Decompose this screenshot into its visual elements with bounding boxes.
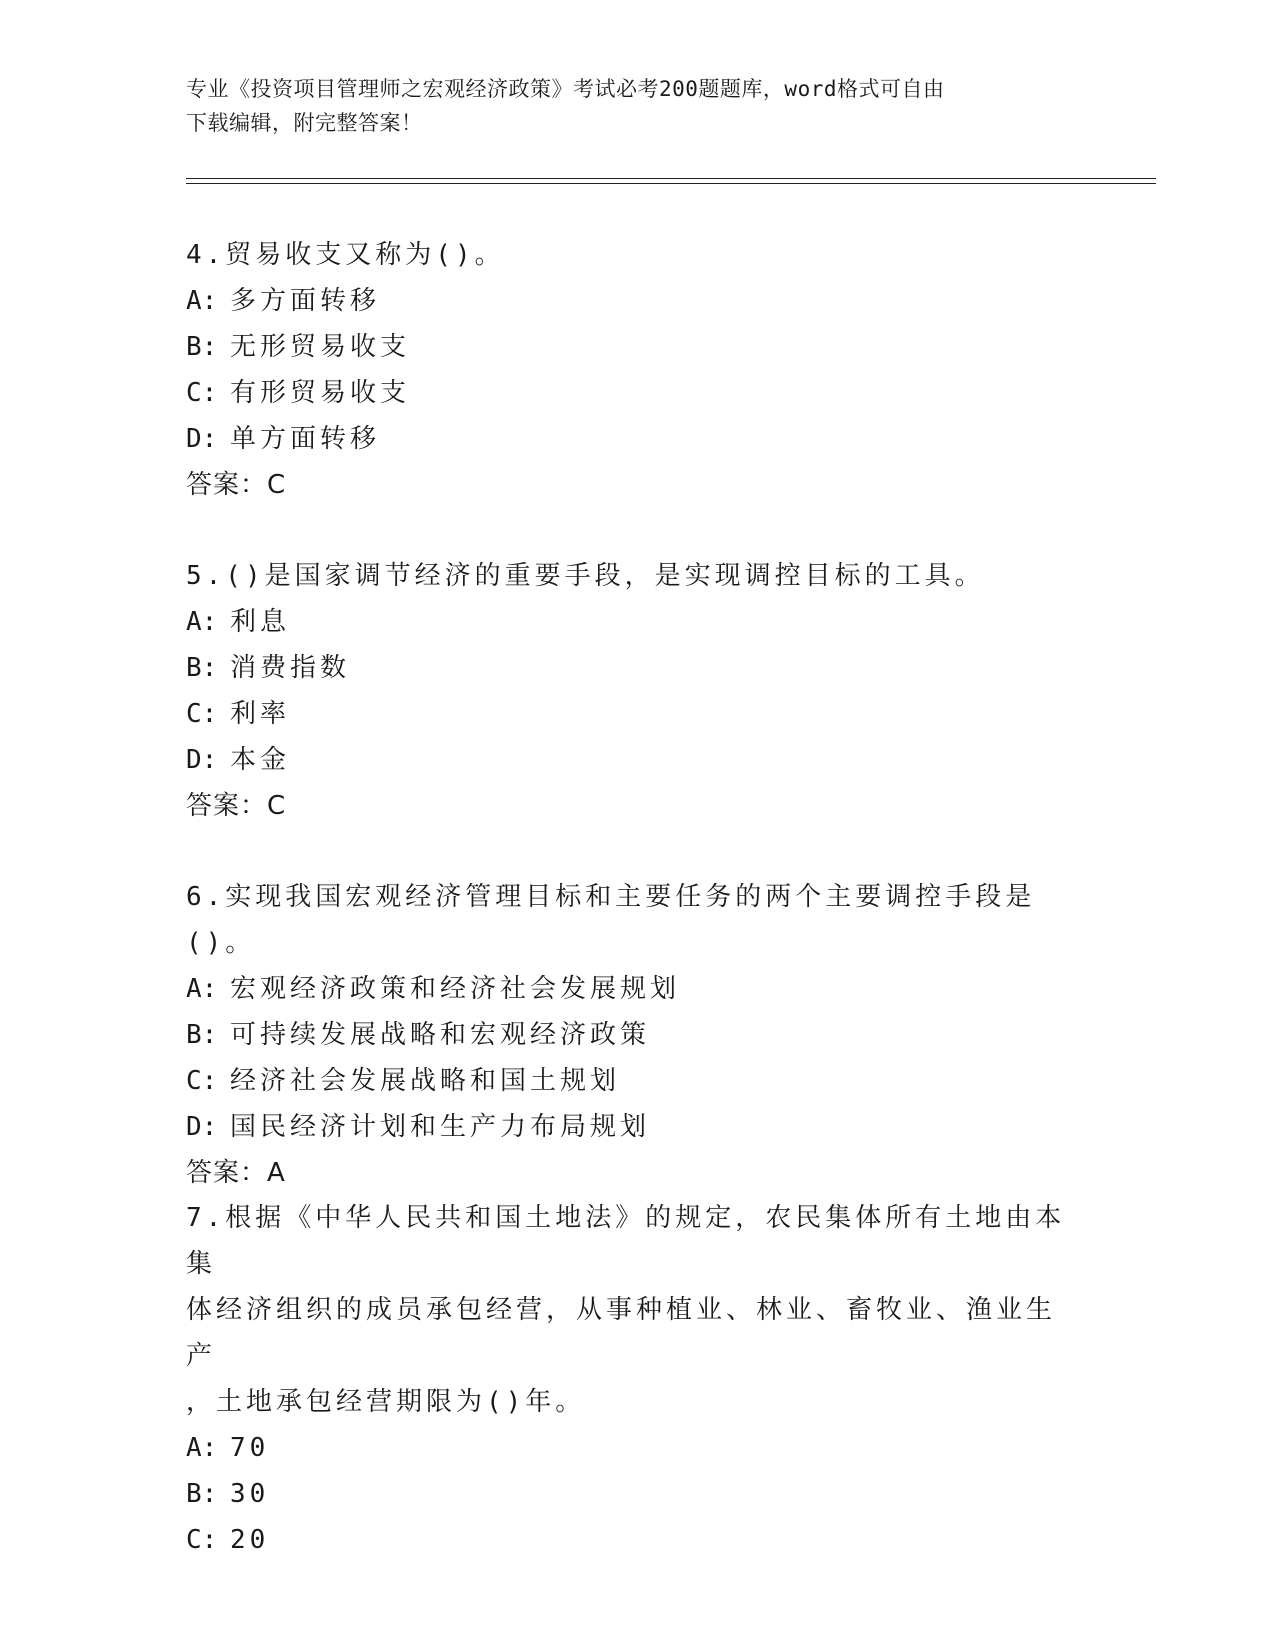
- option-c: [186, 1517, 1066, 1563]
- option-letter: C:: [186, 1066, 218, 1096]
- option-text: 30: [230, 1479, 270, 1509]
- option-b: [186, 324, 1066, 370]
- option-text: 有形贸易收支: [230, 378, 411, 408]
- option-b: [186, 645, 1066, 691]
- option-letter: B:: [186, 332, 218, 362]
- header-line-1: 专业《投资项目管理师之宏观经济政策》考试必考200题题库，word格式可自由: [186, 77, 945, 101]
- option-c: [186, 370, 1066, 416]
- option-text: 利率: [230, 699, 291, 729]
- option-letter: C:: [186, 699, 218, 729]
- question-5: [186, 553, 1066, 829]
- option-c: [186, 1058, 1066, 1104]
- option-letter: D:: [186, 424, 218, 454]
- option-d: [186, 737, 1066, 783]
- option-text: 多方面转移: [230, 286, 381, 316]
- option-text: 国民经济计划和生产力布局规划: [230, 1112, 651, 1142]
- option-letter: A:: [186, 1433, 218, 1463]
- option-a: [186, 278, 1066, 324]
- option-a: [186, 1425, 1066, 1471]
- option-text: 经济社会发展战略和国土规划: [230, 1066, 621, 1096]
- question-4: [186, 232, 1066, 508]
- option-a: [186, 599, 1066, 645]
- option-text: 本金: [230, 745, 291, 775]
- question-stem: 4.贸易收支又称为()。: [186, 240, 505, 270]
- option-text: 消费指数: [230, 653, 351, 683]
- option-letter: B:: [186, 1479, 218, 1509]
- question-6: [186, 874, 1066, 1196]
- option-letter: A:: [186, 974, 218, 1004]
- answer-line: 答案：C: [186, 791, 287, 821]
- option-b: [186, 1012, 1066, 1058]
- answer-line: 答案：A: [186, 1158, 286, 1188]
- question-stem-line-3: ，土地承包经营期限为()年。: [186, 1387, 586, 1417]
- option-d: [186, 416, 1066, 462]
- option-letter: A:: [186, 286, 218, 316]
- question-stem: 6.实现我国宏观经济管理目标和主要任务的两个主要调控手段是()。: [186, 882, 1036, 958]
- option-letter: B:: [186, 653, 218, 683]
- header-divider-bottom: [186, 183, 1156, 184]
- question-stem: 5.()是国家调节经济的重要手段，是实现调控目标的工具。: [186, 561, 985, 591]
- option-text: 无形贸易收支: [230, 332, 411, 362]
- document-header: [186, 72, 1066, 140]
- option-text: 70: [230, 1433, 270, 1463]
- question-stem-line-1: 7.根据《中华人民共和国土地法》的规定，农民集体所有土地由本集: [186, 1203, 1066, 1279]
- option-text: 单方面转移: [230, 424, 381, 454]
- option-letter: C:: [186, 1525, 218, 1555]
- option-letter: A:: [186, 607, 218, 637]
- option-letter: B:: [186, 1020, 218, 1050]
- option-text: 宏观经济政策和经济社会发展规划: [230, 974, 681, 1004]
- option-text: 20: [230, 1525, 270, 1555]
- option-d: [186, 1104, 1066, 1150]
- header-divider-top: [186, 178, 1156, 179]
- answer-line: 答案：C: [186, 470, 287, 500]
- option-letter: D:: [186, 745, 218, 775]
- header-line-2: 下载编辑，附完整答案！: [186, 111, 423, 135]
- question-7: [186, 1195, 1066, 1563]
- option-text: 利息: [230, 607, 291, 637]
- option-a: [186, 966, 1066, 1012]
- option-letter: C:: [186, 378, 218, 408]
- option-c: [186, 691, 1066, 737]
- option-b: [186, 1471, 1066, 1517]
- question-stem-line-2: 体经济组织的成员承包经营，从事种植业、林业、畜牧业、渔业生产: [186, 1295, 1057, 1371]
- option-text: 可持续发展战略和宏观经济政策: [230, 1020, 651, 1050]
- option-letter: D:: [186, 1112, 218, 1142]
